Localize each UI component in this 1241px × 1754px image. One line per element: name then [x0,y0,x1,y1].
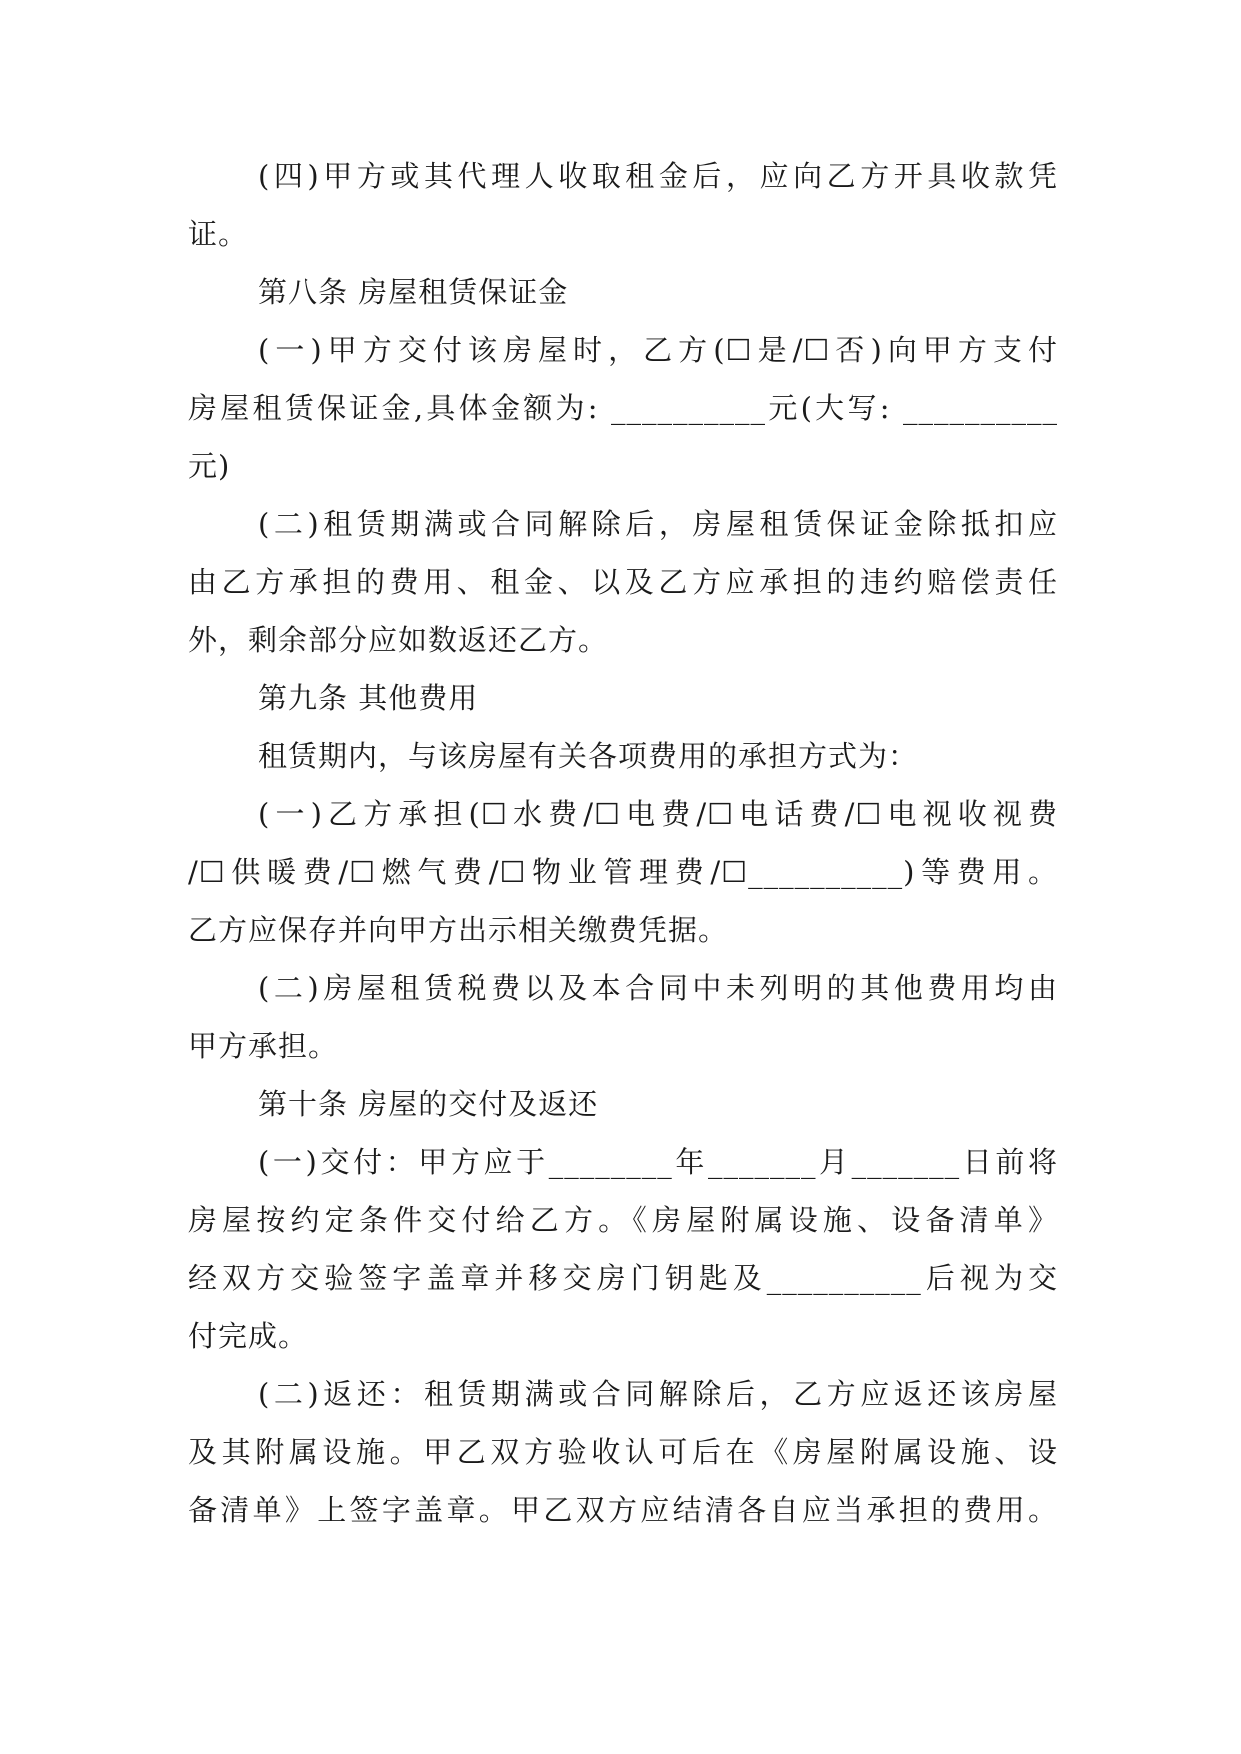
paragraph-line: (一)交付：甲方应于________年_______月_______日前将 [258,1145,1058,1179]
contract-text-body [188,158,1058,1550]
paragraph-line: 甲方承担。 [188,1029,339,1063]
article-heading: 第十条 房屋的交付及返还 [258,1087,599,1121]
paragraph-line: /☐供暖费/☐燃气费/☐物业管理费/☐__________)等费用。 [188,855,1058,889]
paragraph-line: 由乙方承担的费用、租金、以及乙方应承担的违约赔偿责任 [188,565,1058,599]
paragraph-line: (一)乙方承担(☐水费/☐电费/☐电话费/☐电视收视费 [258,797,1058,831]
paragraph-line: 经双方交验签字盖章并移交房门钥匙及__________后视为交 [188,1261,1058,1295]
paragraph-line: 证。 [188,217,249,251]
paragraph-line: 租赁期内，与该房屋有关各项费用的承担方式为： [258,739,919,773]
paragraph-line: (二)租赁期满或合同解除后，房屋租赁保证金除抵扣应 [258,507,1058,541]
paragraph-line: (二)房屋租赁税费以及本合同中未列明的其他费用均由 [258,971,1058,1005]
article-heading: 第八条 房屋租赁保证金 [258,275,569,309]
paragraph-line: (四)甲方或其代理人收取租金后，应向乙方开具收款凭 [258,159,1058,193]
paragraph-line: (二)返还：租赁期满或合同解除后，乙方应返还该房屋 [258,1377,1058,1411]
paragraph-line: 房屋按约定条件交付给乙方。《房屋附属设施、设备清单》 [188,1203,1058,1237]
paragraph-line: (一)甲方交付该房屋时，乙方(☐是/☐否)向甲方支付 [258,333,1058,367]
paragraph-line: 外，剩余部分应如数返还乙方。 [188,623,609,657]
paragraph-line: 及其附属设施。甲乙双方验收认可后在《房屋附属设施、设 [188,1435,1058,1469]
paragraph-line: 元) [188,449,231,483]
paragraph-line: 乙方应保存并向甲方出示相关缴费凭据。 [188,913,729,947]
paragraph-line: 备清单》上签字盖章。甲乙双方应结清各自应当承担的费用。 [188,1493,1058,1527]
paragraph-line: 付完成。 [188,1319,309,1353]
paragraph-line: 房屋租赁保证金,具体金额为: __________元(大写: __________ [188,391,1058,425]
article-heading: 第九条 其他费用 [258,681,479,715]
